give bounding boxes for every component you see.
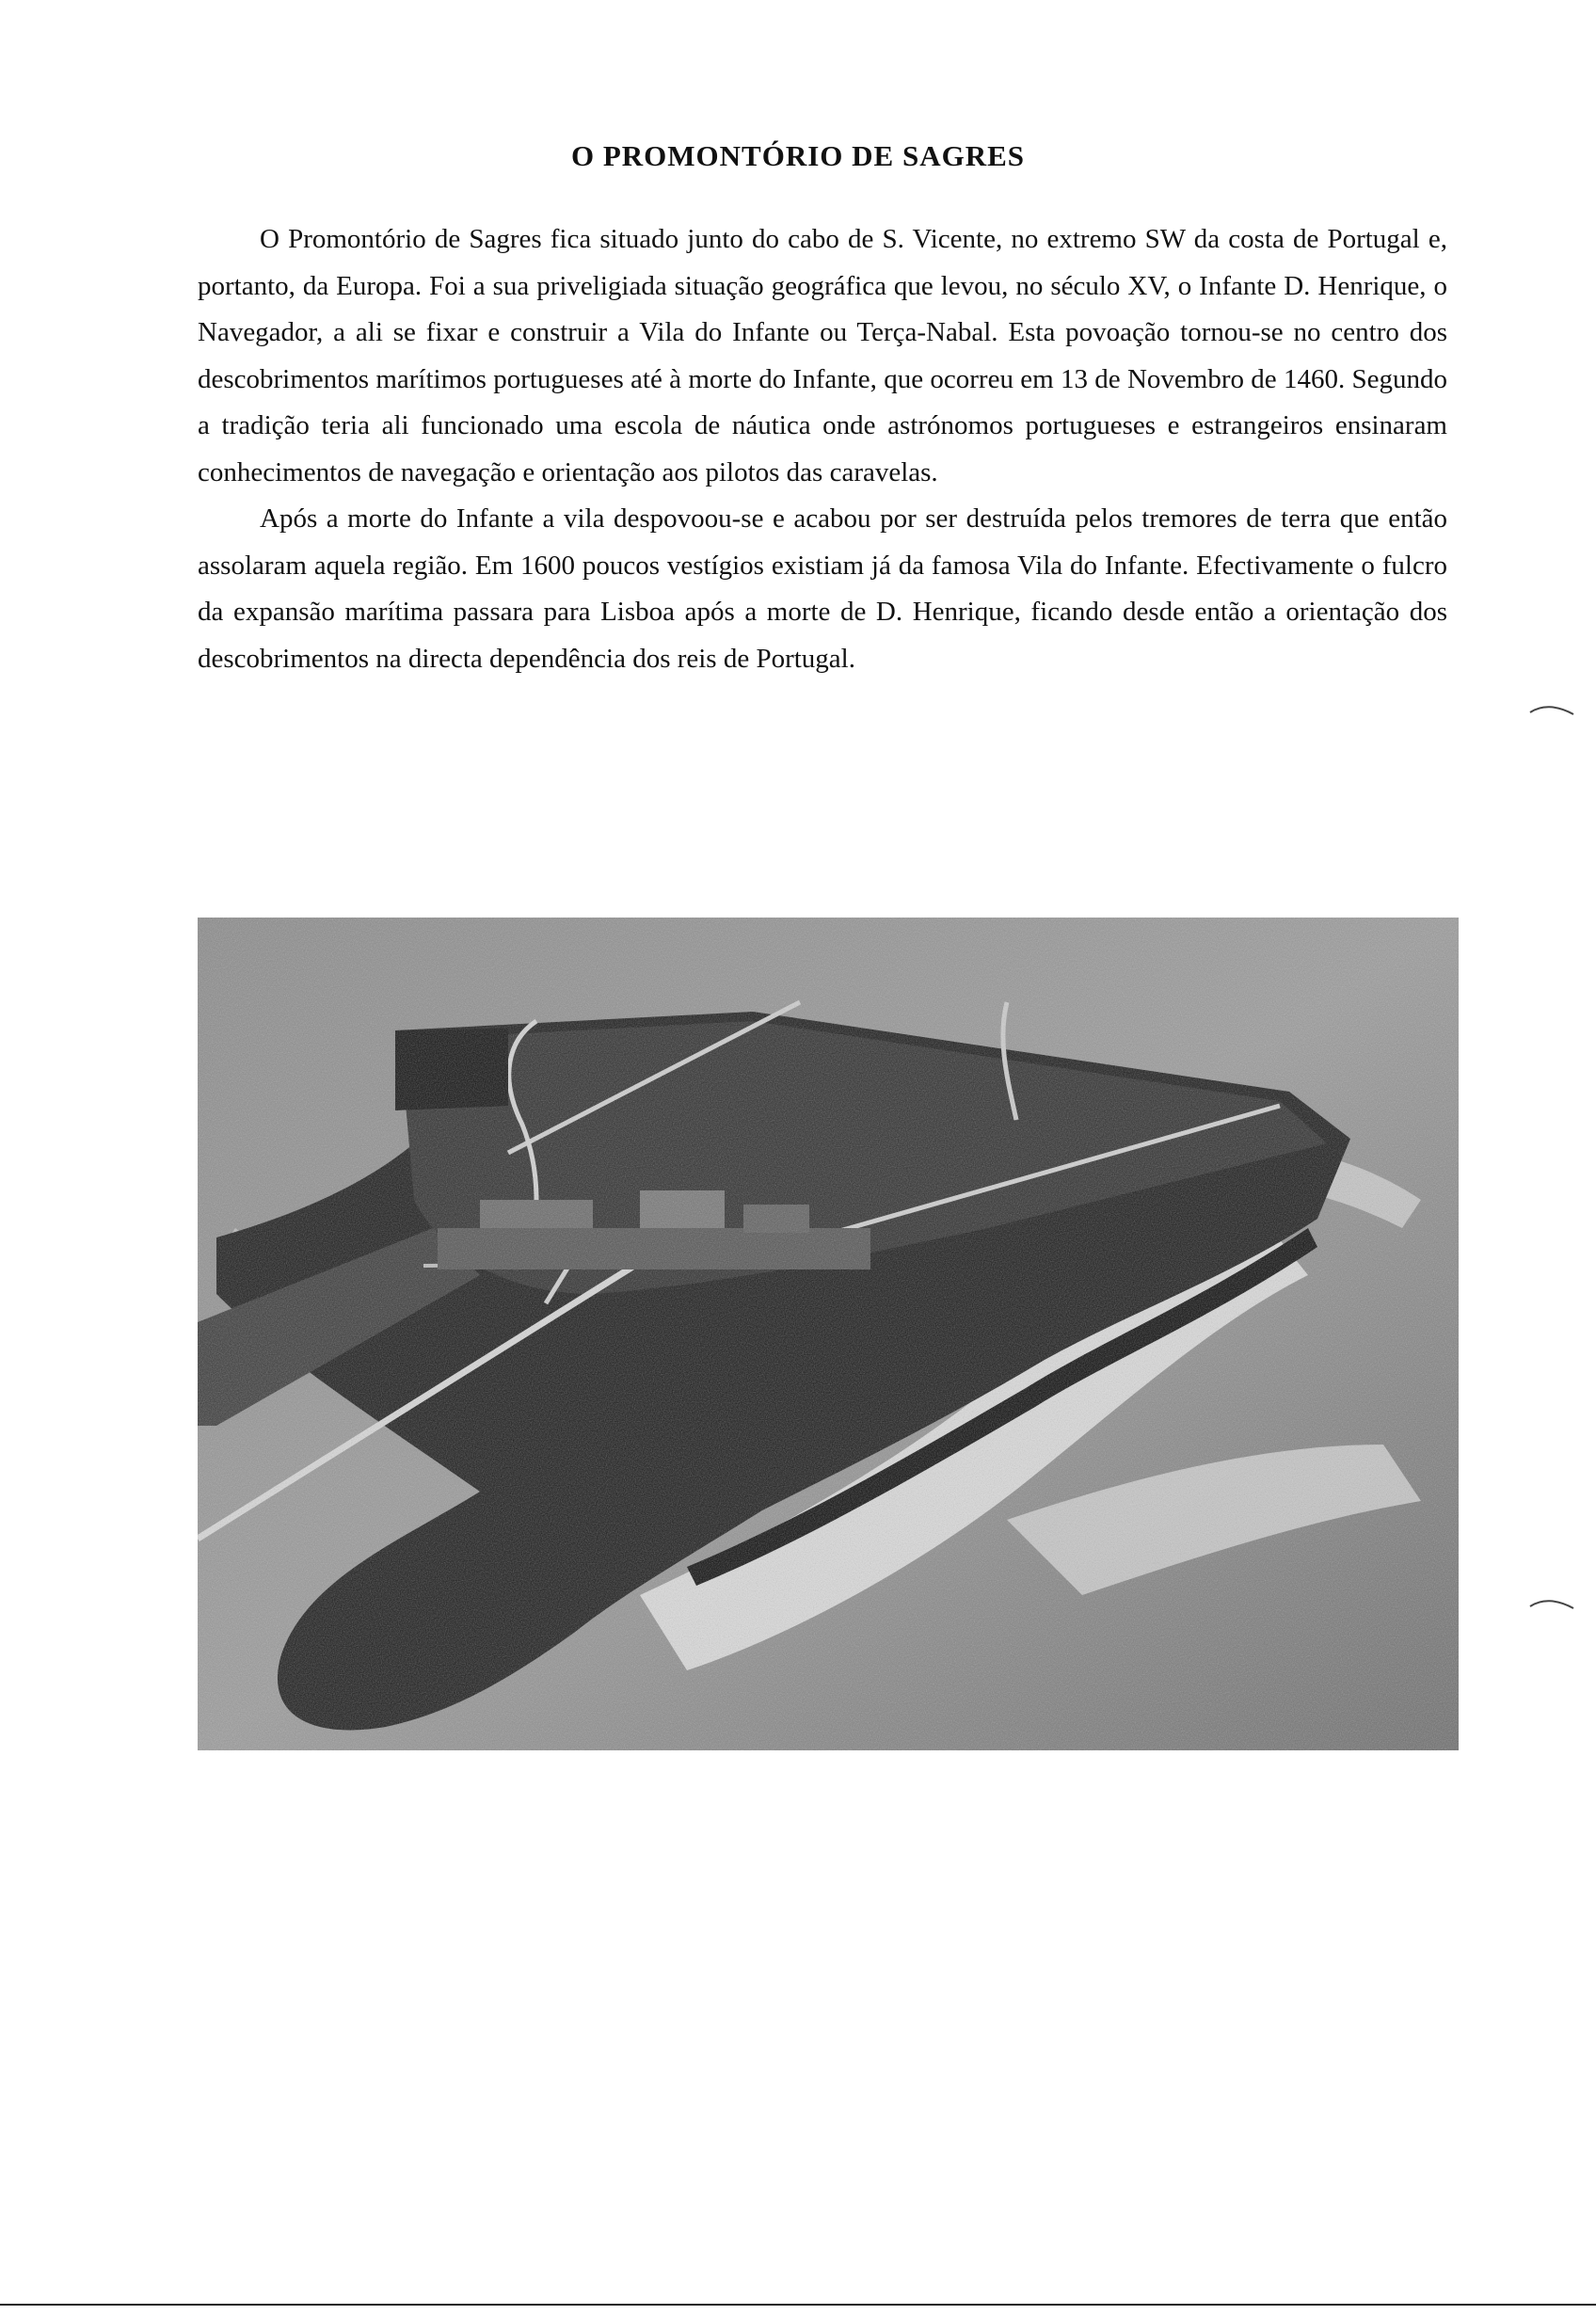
page-title: O PROMONTÓRIO DE SAGRES xyxy=(570,139,1026,172)
paragraph-2: Após a morte do Infante a vila despovoou-se e acabou por ser destruída pelos tremores de terra que então assolaram aquela região. Em 1600 poucos vestígios existiam já da famosa Vila do Infante. Efectivamente o fulcro da expansão marítima passara para Lisboa após a morte de D. Henrique, ficando desde então a orientação dos descobrimentos na directa dependência dos reis de Portugal. xyxy=(198,503,1447,674)
margin-mark xyxy=(1528,1595,1577,1614)
body-text xyxy=(198,216,1447,682)
paragraph-1: O Promontório de Sagres fica situado junto do cabo de S. Vicente, no extremo SW da costa de Portugal e, portanto, da Europa. Foi a sua priveligiada situação geográfica que levou, no século XV, o Infante D. Henrique, o Navegador, a ali se fixar e construir a Vila do Infante ou Terça-Nabal. Esta povoação tornou-se no centro dos descobrimentos marítimos portugueses até à morte do Infante, que ocorreu em 13 de Novembro de 1460. Segundo a tradição teria ali funcionado uma escola de náutica onde astrónomos portugueses e estrangeiros ensinaram conhecimentos de navegação e orientação aos pilotos das caravelas. xyxy=(198,224,1447,487)
aerial-photo-sagres xyxy=(198,918,1459,1750)
margin-mark xyxy=(1528,701,1577,720)
bottom-rule xyxy=(0,2304,1596,2306)
